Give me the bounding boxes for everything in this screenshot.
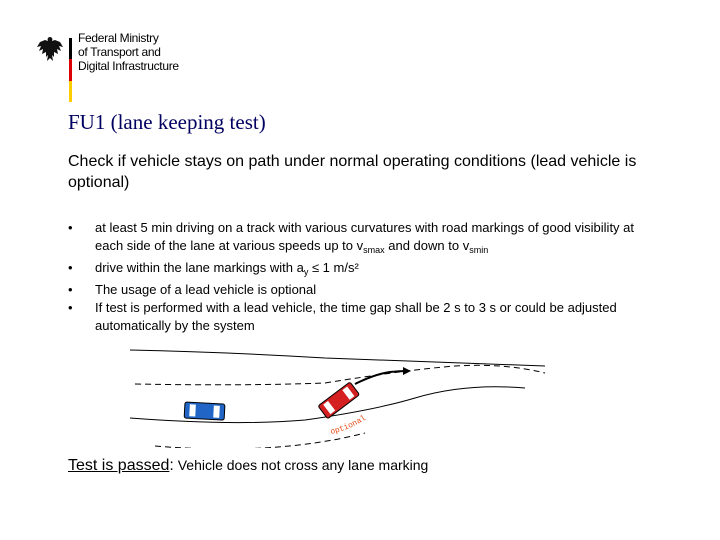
bullet-marker: •	[68, 220, 73, 235]
test-result-description: Vehicle does not cross any lane marking	[173, 457, 429, 473]
bullet-marker: •	[68, 282, 73, 297]
ministry-line-2: of Transport and	[78, 45, 161, 59]
list-item: • at least 5 min driving on a track with various curvatures with road markings of good visibility at each side of the lane at various speeds up to $v_{smax}$ and down to $v_{smin}$	[68, 220, 635, 255]
list-item: • If test is performed with a lead vehicle, the time gap shall be 2 s to 3 s or could be adjusted automatically by the system	[68, 300, 617, 333]
ego-vehicle	[184, 402, 225, 420]
ministry-line-1: Federal Ministry	[78, 31, 159, 45]
ministry-line-3: Digital Infrastructure	[78, 59, 179, 73]
slide-title: FU1 (lane keeping test)	[68, 110, 266, 134]
federal-eagle-icon	[36, 34, 64, 64]
lane-diagram	[125, 338, 585, 448]
lane-center-dashed	[135, 365, 545, 384]
lead-vehicle	[318, 382, 360, 419]
bullet-marker: •	[68, 300, 73, 315]
list-item: • The usage of a lead vehicle is optional	[68, 282, 317, 297]
ministry-logo	[36, 30, 186, 102]
optional-label: optional	[329, 413, 368, 437]
test-result-colon: :	[169, 457, 174, 474]
ministry-name	[78, 31, 179, 73]
arrowhead-icon	[403, 367, 411, 375]
test-result-label: Test is passed	[68, 457, 170, 474]
bullet-marker: •	[68, 260, 73, 275]
list-item: • drive within the lane markings with $a_y \le 1$ m/s²	[68, 260, 359, 277]
test-result	[68, 457, 428, 475]
german-flag-stripe	[69, 38, 72, 102]
driving-path-arrow	[355, 371, 407, 384]
requirements-list	[68, 219, 658, 335]
slide-subtitle: Check if vehicle stays on path under normal operating conditions (lead vehicle is optional)	[68, 153, 637, 191]
lane-edge-top	[130, 350, 545, 366]
